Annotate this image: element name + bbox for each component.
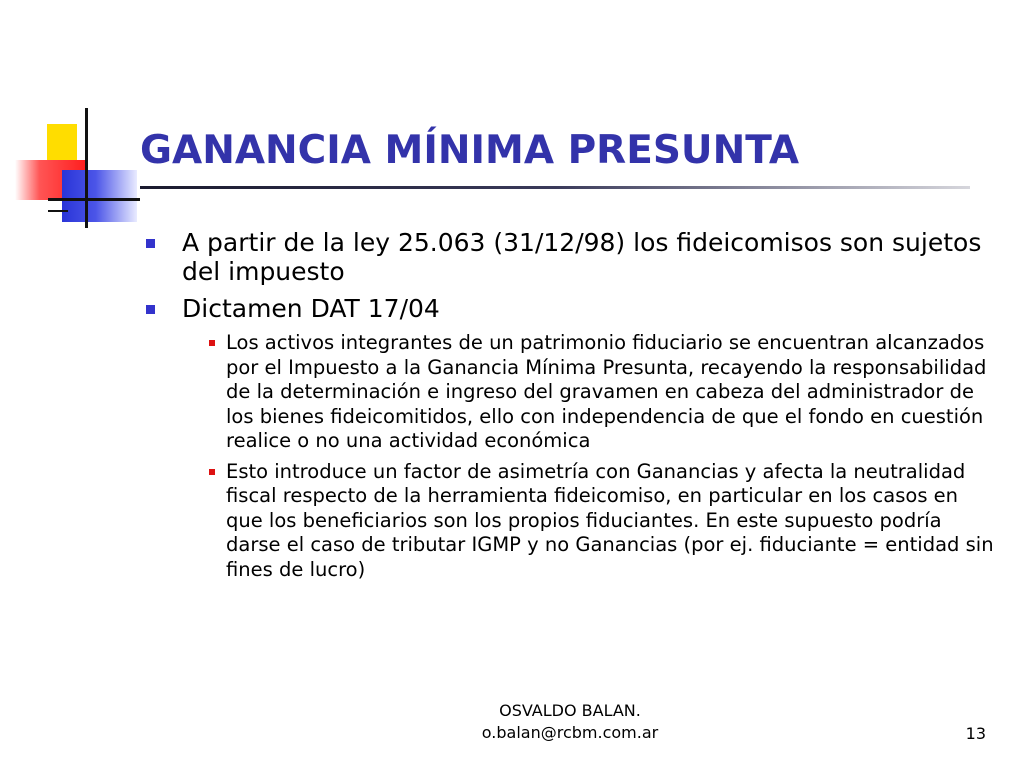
logo-vertical-line (85, 108, 88, 228)
red-square-bullet-icon (209, 469, 215, 475)
title-underline (140, 186, 970, 189)
bullet-text: A partir de la ley 25.063 (31/12/98) los fideicomisos son sujetos del impuesto (182, 228, 982, 286)
bullet-item-1 (140, 228, 1000, 286)
sub-bullet-list (182, 331, 1000, 582)
bullet-text: Dictamen DAT 17/04 (182, 294, 440, 323)
logo-blue-square (62, 170, 137, 222)
slide-logo-decoration (0, 0, 150, 240)
logo-horizontal-line (48, 198, 140, 201)
sub-bullet-item-1 (182, 331, 1000, 454)
page-number: 13 (965, 724, 986, 743)
square-bullet-icon (146, 305, 155, 314)
footer-author-block (380, 700, 760, 744)
logo-yellow-square (47, 124, 77, 164)
sub-bullet-item-2 (182, 460, 1000, 583)
sub-bullet-text: Esto introduce un factor de asimetría con Ganancias y afecta la neutralidad fiscal respecto de la herramienta fideicomiso, en particular en los casos en que los beneficiarios son los propios fiduciantes. En este supuesto podría darse el caso de tributar IGMP y no Ganancias (por ej. fiduciante = entidad sin fines de lucro) (226, 459, 994, 581)
footer-email: o.balan@rcbm.com.ar (481, 723, 659, 742)
slide-title: GANANCIA MÍNIMA PRESUNTA (140, 128, 800, 173)
sub-bullet-text: Los activos integrantes de un patrimonio fiduciario se encuentran alcanzados por el Impuesto a la Ganancia Mínima Presunta, recayendo la responsabilidad de la determinación e ingreso del gravamen en cabeza del administrador de los bienes fideicomitidos, ello con independencia de que el fondo en cuestión realice o no una actividad económica (226, 331, 987, 452)
bullet-list (140, 228, 1000, 582)
red-square-bullet-icon (209, 340, 215, 346)
square-bullet-icon (146, 239, 155, 248)
footer-author: OSVALDO BALAN. (499, 701, 641, 720)
bullet-item-2 (140, 294, 1000, 582)
slide-content (140, 228, 1000, 590)
logo-horizontal-line-short (48, 210, 68, 212)
